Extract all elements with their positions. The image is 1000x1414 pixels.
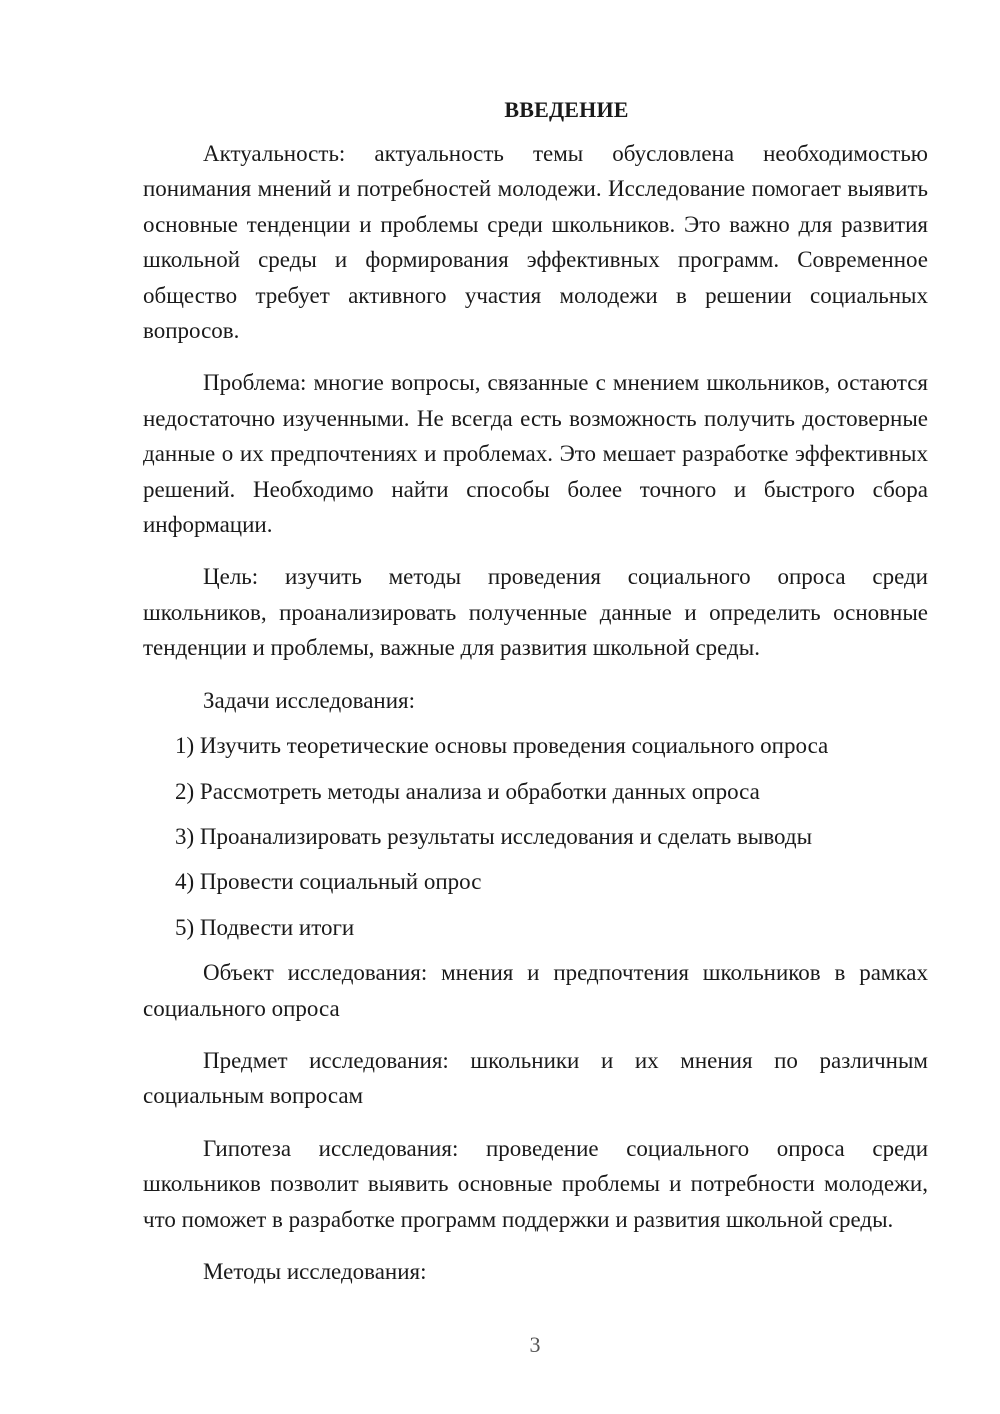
methods-heading: Методы исследования:	[203, 1258, 427, 1284]
paragraph-hypothesis: Гипотеза исследования: проведение социального опроса среди школьников позволит выявить основные проблемы и потребности молодежи, что поможет в разработке программ поддержки и развития школьной среды.	[143, 1135, 928, 1232]
paragraph-goal: Цель: изучить методы проведения социального опроса среди школьников, проанализировать полученные данные и определить основные тенденции и проблемы, важные для развития школьной среды.	[143, 564, 928, 661]
list-item-task-1: 1) Изучить теоретические основы проведения социального опроса	[175, 733, 829, 759]
paragraph-object: Объект исследования: мнения и предпочтения школьников в рамках социального опроса	[143, 960, 928, 1021]
list-item-task-4: 4) Провести социальный опрос	[175, 869, 482, 895]
page-number: 3	[529, 1332, 541, 1357]
list-item-task-3: 3) Проанализировать результаты исследования и сделать выводы	[175, 823, 813, 849]
page-title: ВВЕДЕНИЕ	[504, 97, 629, 122]
list-item-task-5: 5) Подвести итоги	[175, 914, 355, 940]
document-page	[143, 94, 928, 1289]
list-item-task-2: 2) Рассмотреть методы анализа и обработки данных опроса	[175, 778, 760, 804]
paragraph-subject: Предмет исследования: школьники и их мнения по различным социальным вопросам	[143, 1047, 928, 1109]
tasks-heading: Задачи исследования:	[203, 687, 416, 713]
paragraph-problem: Проблема: многие вопросы, связанные с мнением школьников, остаются недостаточно изученными. Не всегда есть возможность получить достоверные данные о их предпочтениях и проблемах. Это мешает разработке эффективных решений. Необходимо найти способы более точного и быстрого сбора информации.	[143, 370, 928, 538]
paragraph-relevance: Актуальность: актуальность темы обусловлена необходимостью понимания мнений и потребностей молодежи. Исследование помогает выявить основные тенденции и проблемы среди школьников. Это важно для развития школьной среды и формирования эффективных программ. Современное общество требует активного участия молодежи в решении социальных вопросов.	[143, 141, 928, 344]
